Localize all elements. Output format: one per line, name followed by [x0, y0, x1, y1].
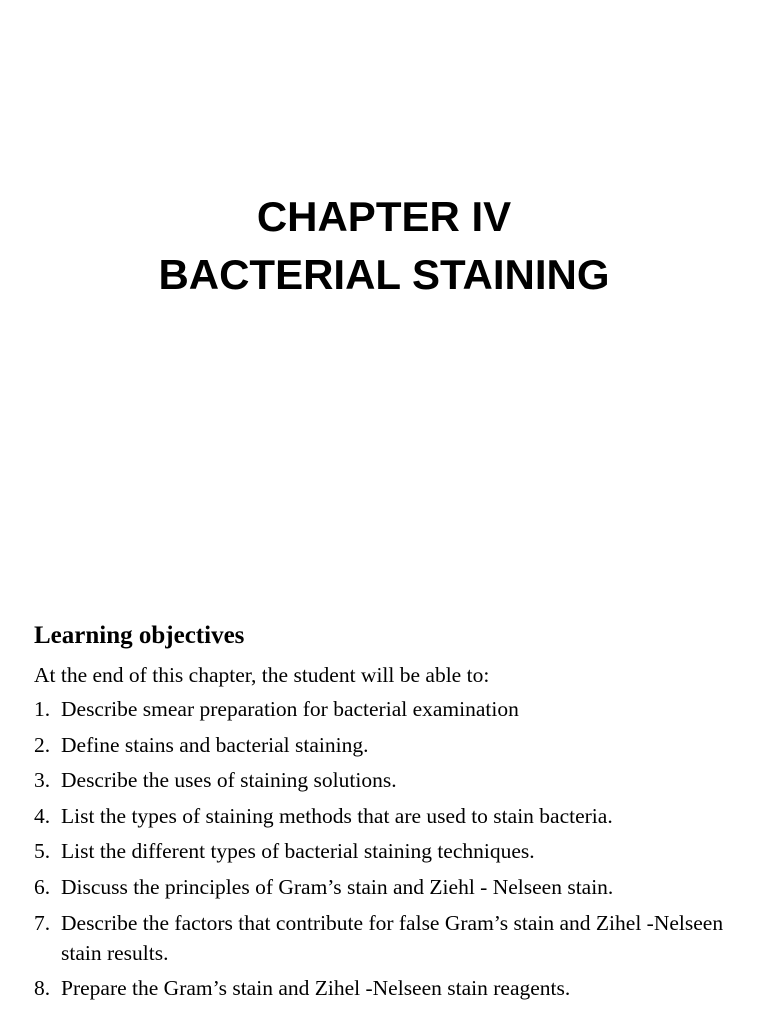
list-item-text: Define stains and bacterial staining. — [61, 732, 369, 757]
list-item — [34, 973, 744, 1003]
list-item-number: 8. — [34, 976, 51, 1001]
learning-objectives-section — [34, 618, 744, 1009]
list-item-text: List the different types of bacterial staining techniques. — [61, 839, 535, 864]
list-item-text: Prepare the Gram’s stain and Zihel -Nelseen stain reagents. — [61, 976, 571, 1001]
list-item — [34, 836, 744, 866]
list-item-number: 6. — [34, 874, 51, 899]
list-item-text: Describe the uses of staining solutions. — [61, 768, 397, 793]
list-item-number: 5. — [34, 839, 51, 864]
chapter-title: BACTERIAL STAINING — [158, 251, 610, 298]
list-item — [34, 872, 744, 902]
list-item — [34, 730, 744, 760]
list-item-number: 1. — [34, 697, 51, 721]
chapter-number: CHAPTER IV — [256, 193, 512, 240]
list-item-text: Discuss the principles of Gram’s stain and Ziehl - Nelseen stain. — [61, 874, 614, 899]
list-item-text: Describe smear preparation for bacterial examination — [61, 697, 519, 721]
objectives-heading: Learning objectives — [34, 622, 245, 649]
list-item — [34, 694, 744, 724]
list-item-number: 7. — [34, 910, 51, 935]
objectives-intro: At the end of this chapter, the student will be able to: — [34, 663, 490, 687]
list-item-text: Describe the factors that contribute for false Gram’s stain and Zihel -Nelseen stain results. — [61, 910, 724, 965]
objectives-list — [34, 694, 744, 1003]
list-item-number: 4. — [34, 803, 51, 828]
list-item — [34, 801, 744, 831]
list-item — [34, 765, 744, 795]
list-item-number: 2. — [34, 732, 51, 757]
chapter-heading — [0, 188, 768, 304]
list-item — [34, 908, 744, 968]
list-item-number: 3. — [34, 768, 51, 793]
list-item-text: List the types of staining methods that are used to stain bacteria. — [61, 803, 613, 828]
